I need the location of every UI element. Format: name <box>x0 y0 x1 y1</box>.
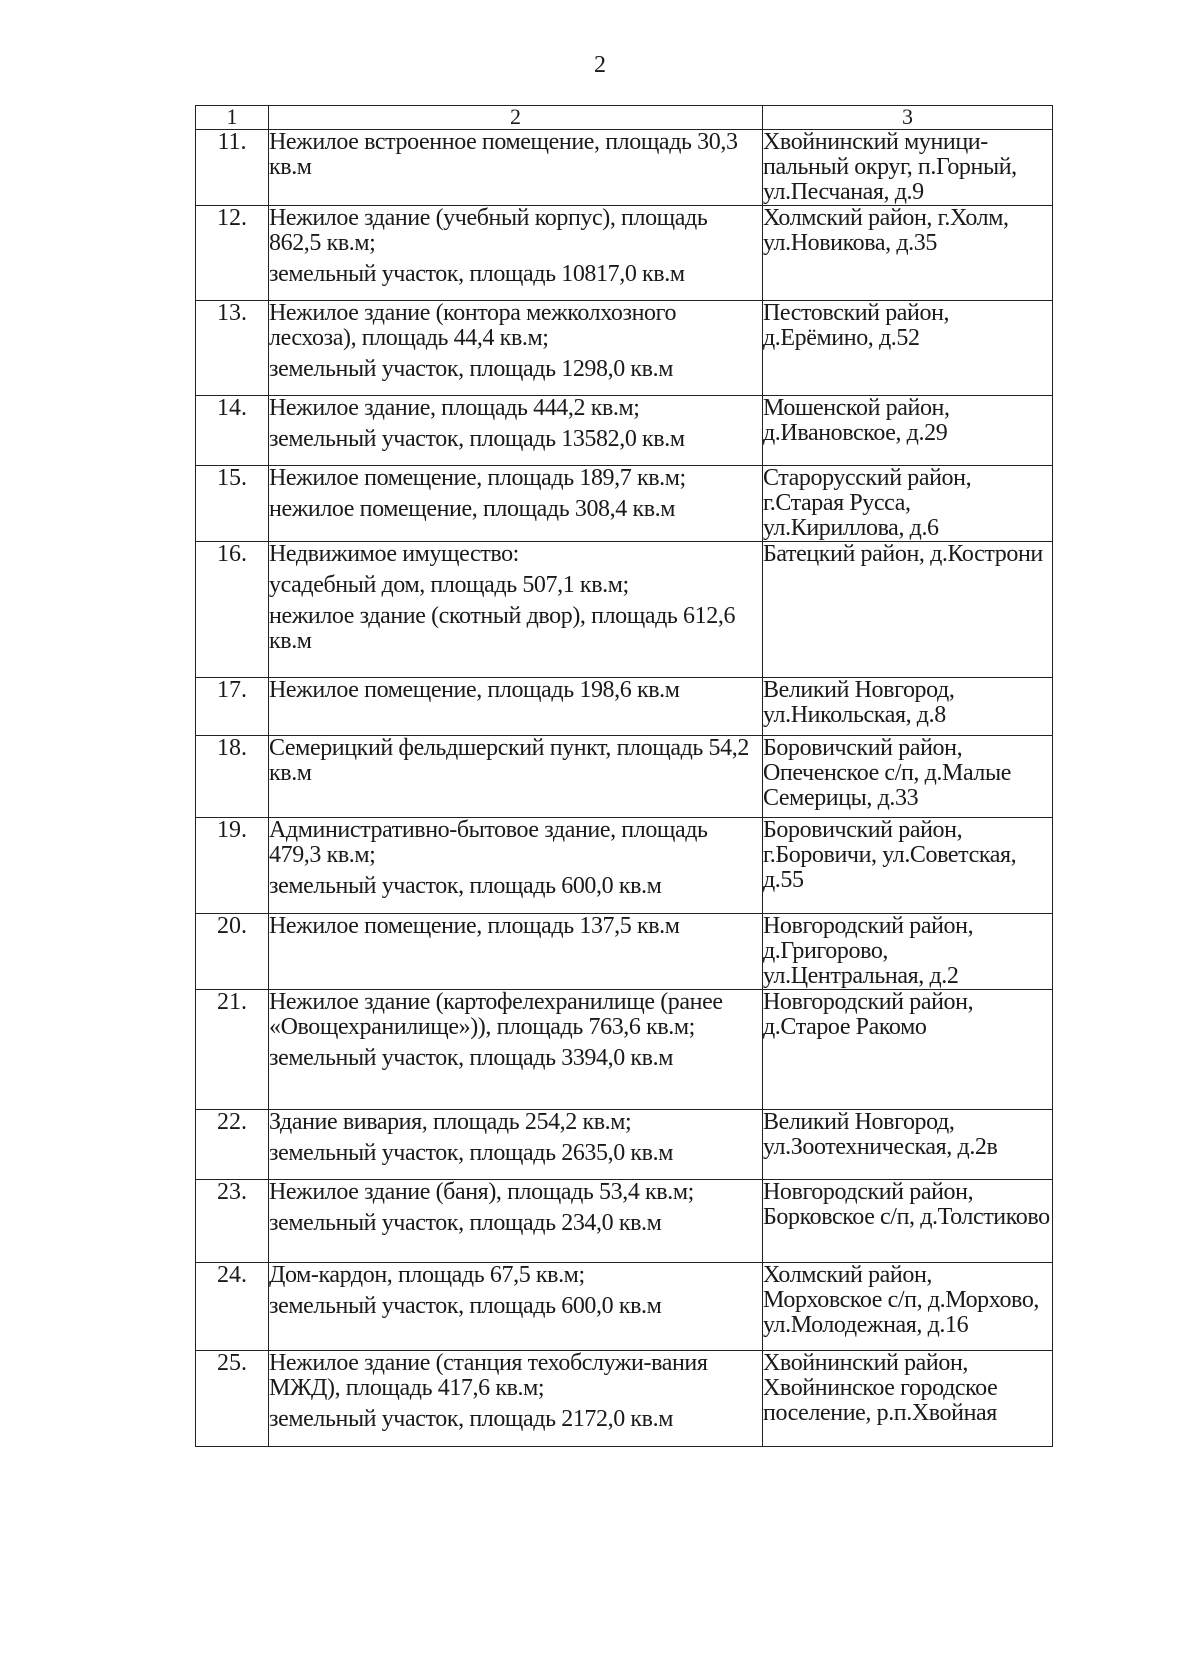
table-row <box>196 1110 1053 1180</box>
description-line: Нежилое здание (картофелехранилище (ранее «Овощехранилище»)), площадь 763,6 кв.м; <box>269 989 723 1040</box>
table-row <box>196 914 1053 990</box>
row-number: 25. <box>196 1351 269 1447</box>
description-line: нежилое здание (скотный двор), площадь 612,6 кв.м <box>269 603 736 654</box>
table-row <box>196 206 1053 301</box>
property-description <box>269 1110 763 1180</box>
property-description <box>269 396 763 466</box>
description-line: земельный участок, площадь 3394,0 кв.м <box>269 1045 674 1071</box>
row-number: 15. <box>196 466 269 542</box>
description-line: Нежилое здание, площадь 444,2 кв.м; <box>269 395 640 421</box>
table-row <box>196 736 1053 818</box>
table-row <box>196 396 1053 466</box>
description-line: земельный участок, площадь 600,0 кв.м <box>269 873 662 899</box>
property-description <box>269 990 763 1110</box>
property-description <box>269 678 763 736</box>
description-line: земельный участок, площадь 10817,0 кв.м <box>269 261 685 287</box>
row-number: 11. <box>196 130 269 206</box>
row-number: 21. <box>196 990 269 1110</box>
table-row <box>196 1263 1053 1351</box>
property-table <box>195 105 1053 1447</box>
description-line: усадебный дом, площадь 507,1 кв.м; <box>269 572 629 598</box>
property-description <box>269 1180 763 1263</box>
property-address: Великий Новгород, ул.Никольская, д.8 <box>763 678 1053 736</box>
description-line: земельный участок, площадь 13582,0 кв.м <box>269 426 685 452</box>
row-number: 24. <box>196 1263 269 1351</box>
description-line: земельный участок, площадь 2172,0 кв.м <box>269 1406 674 1432</box>
property-address: Холмский район, Морховское с/п, д.Морхово, ул.Молодежная, д.16 <box>763 1263 1053 1351</box>
description-line: Нежилое здание (контора межколхозного лесхоза), площадь 44,4 кв.м; <box>269 300 677 351</box>
column-header-1: 1 <box>196 106 269 130</box>
description-line: Нежилое здание (станция техобслужи-вания МЖД), площадь 417,6 кв.м; <box>269 1350 708 1401</box>
property-address: Старорусский район, г.Старая Русса, ул.Кириллова, д.6 <box>763 466 1053 542</box>
column-header-2: 2 <box>269 106 763 130</box>
property-address: Батецкий район, д.Кострони <box>763 542 1053 678</box>
page-number: 2 <box>594 52 606 78</box>
row-number: 17. <box>196 678 269 736</box>
table-row <box>196 990 1053 1110</box>
property-address: Боровичский район, г.Боровичи, ул.Советская, д.55 <box>763 818 1053 914</box>
description-line: Нежилое здание (баня), площадь 53,4 кв.м; <box>269 1179 694 1205</box>
description-line: Нежилое встроенное помещение, площадь 30,3 кв.м <box>269 129 738 180</box>
table-row <box>196 301 1053 396</box>
table-row <box>196 678 1053 736</box>
description-line: земельный участок, площадь 234,0 кв.м <box>269 1210 662 1236</box>
property-description <box>269 542 763 678</box>
table-row <box>196 542 1053 678</box>
description-line: нежилое помещение, площадь 308,4 кв.м <box>269 496 676 522</box>
row-number: 23. <box>196 1180 269 1263</box>
description-line: Административно-бытовое здание, площадь 479,3 кв.м; <box>269 817 708 868</box>
description-line: Нежилое помещение, площадь 137,5 кв.м <box>269 913 680 939</box>
description-line: Нежилое здание (учебный корпус), площадь 862,5 кв.м; <box>269 205 708 256</box>
description-line: Нежилое помещение, площадь 189,7 кв.м; <box>269 465 686 491</box>
description-line: Дом-кардон, площадь 67,5 кв.м; <box>269 1262 585 1288</box>
property-address: Великий Новгород, ул.Зоотехническая, д.2в <box>763 1110 1053 1180</box>
property-description <box>269 130 763 206</box>
table-row <box>196 818 1053 914</box>
table-row <box>196 1180 1053 1263</box>
description-line: земельный участок, площадь 2635,0 кв.м <box>269 1140 674 1166</box>
table-row <box>196 466 1053 542</box>
property-address: Новгородский район, д.Старое Ракомо <box>763 990 1053 1110</box>
description-line: Нежилое помещение, площадь 198,6 кв.м <box>269 677 680 703</box>
property-address: Новгородский район, д.Григорово, ул.Центральная, д.2 <box>763 914 1053 990</box>
table-row <box>196 130 1053 206</box>
column-header-3: 3 <box>763 106 1053 130</box>
description-line: Недвижимое имущество: <box>269 541 519 567</box>
property-description <box>269 466 763 542</box>
description-line: земельный участок, площадь 600,0 кв.м <box>269 1293 662 1319</box>
row-number: 18. <box>196 736 269 818</box>
description-line: Здание вивария, площадь 254,2 кв.м; <box>269 1109 632 1135</box>
property-address: Холмский район, г.Холм, ул.Новикова, д.35 <box>763 206 1053 301</box>
property-address: Боровичский район, Опеченское с/п, д.Малые Семерицы, д.33 <box>763 736 1053 818</box>
row-number: 14. <box>196 396 269 466</box>
property-description <box>269 301 763 396</box>
property-description <box>269 1351 763 1447</box>
row-number: 20. <box>196 914 269 990</box>
row-number: 19. <box>196 818 269 914</box>
row-number: 16. <box>196 542 269 678</box>
row-number: 22. <box>196 1110 269 1180</box>
property-address: Хвойнинский муници-пальный округ, п.Горный, ул.Песчаная, д.9 <box>763 130 1053 206</box>
table-header-row <box>196 106 1053 130</box>
property-address: Хвойнинский район, Хвойнинское городское поселение, р.п.Хвойная <box>763 1351 1053 1447</box>
row-number: 12. <box>196 206 269 301</box>
property-description <box>269 736 763 818</box>
description-line: Семерицкий фельдшерский пункт, площадь 54,2 кв.м <box>269 735 749 786</box>
property-description <box>269 206 763 301</box>
property-address: Пестовский район, д.Ерёмино, д.52 <box>763 301 1053 396</box>
property-description <box>269 1263 763 1351</box>
property-address: Новгородский район, Борковское с/п, д.Толстиково <box>763 1180 1053 1263</box>
property-address: Мошенской район, д.Ивановское, д.29 <box>763 396 1053 466</box>
table-row <box>196 1351 1053 1447</box>
row-number: 13. <box>196 301 269 396</box>
description-line: земельный участок, площадь 1298,0 кв.м <box>269 356 674 382</box>
property-description <box>269 914 763 990</box>
property-description <box>269 818 763 914</box>
